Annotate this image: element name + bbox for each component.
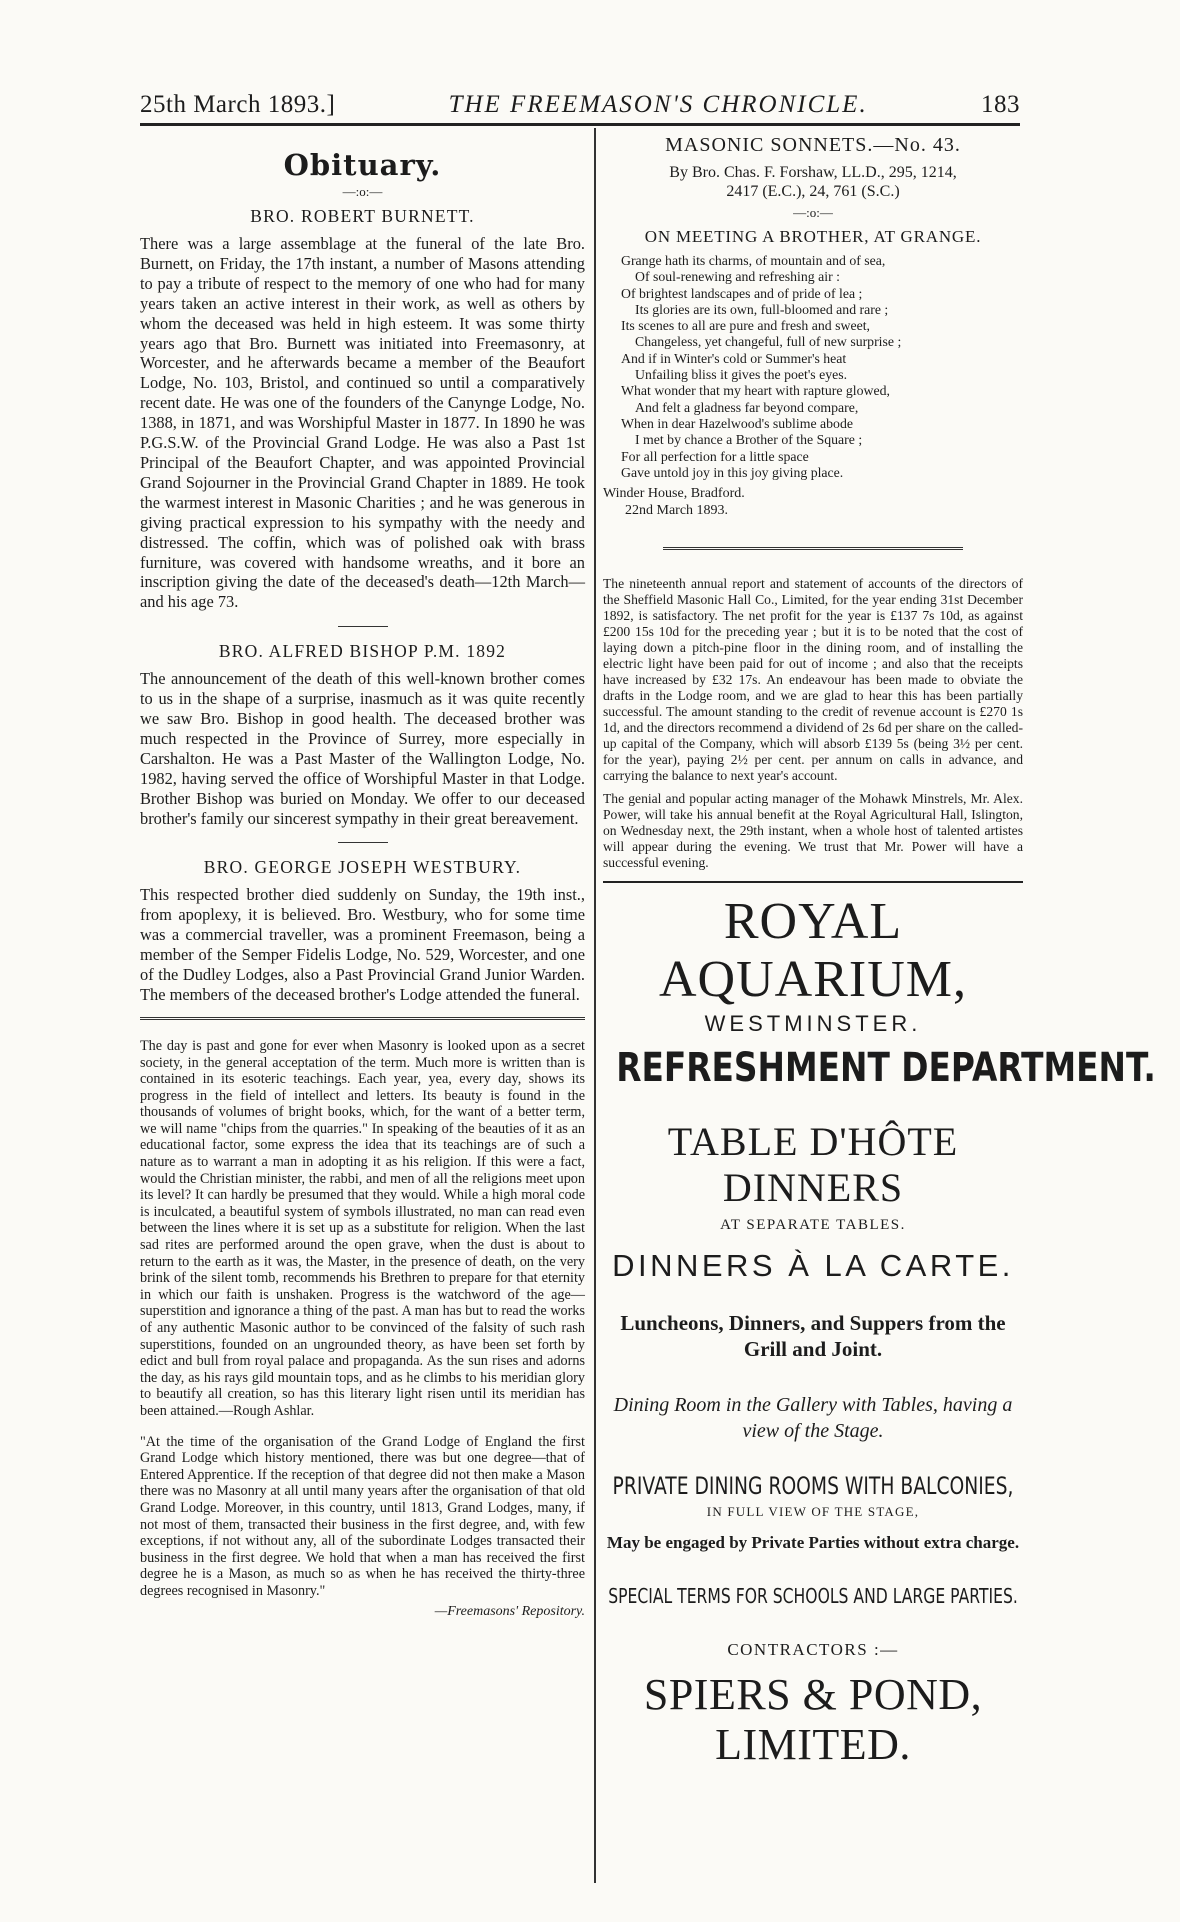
poem-line: Gave untold joy in this joy giving place. [621, 464, 844, 480]
poem-line: Of soul-renewing and refreshing air : [635, 269, 840, 285]
poem-line: Its glories are its own, full-bloomed and rare ; [635, 301, 889, 317]
obituary-body-westbury: This respected brother died suddenly on Sunday, the 19th inst., from apoplexy, it is believed. Bro. Westbury, who for some time was a commercial traveller, was a prominent Freemason, being a member of the Semper Fidelis Lodge, No. 529, Worcester, and one of the Dudley Lodges, also a Past Provincial Grand Junior Warden. The members of the deceased brother's Lodge attended the funeral. [140, 885, 585, 1004]
poem-line: Grange hath its charms, of mountain and of sea, [621, 253, 886, 268]
divider [338, 842, 388, 843]
ad-table-dhote: TABLE D'HÔTE DINNERS [667, 1119, 959, 1211]
poem-signature [603, 485, 1023, 519]
poem-line: Changeless, yet changeful, full of new surprise ; [635, 334, 902, 350]
publication-title: THE FREEMASON'S CHRONICLE. [448, 91, 868, 118]
page-header [140, 88, 1020, 122]
header-rule [140, 123, 1020, 126]
poem-place: Winder House, Bradford. [603, 486, 745, 502]
ad-engaged: May be engaged by Private Parties without extra charge. [606, 1533, 1020, 1553]
obituary-body-bishop: The announcement of the death of this well-known brother comes to us in the shape of a surprise, inasmuch as it was quite recently we saw Bro. Bishop in good health. The deceased brother was much respected in the Province of Surrey, more especially in Carshalton. He was a Past Master of the Wallington Lodge, No. 1982, having served the office of Worshipful Master in that Lodge. Brother Bishop was buried on Monday. We offer to our deceased brother's family our sincerest sympathy in their great bereavement. [140, 669, 585, 828]
poem-title: ON MEETING A BROTHER, AT GRANGE. [644, 227, 982, 246]
poem-line: When in dear Hazelwood's sublime abode [621, 415, 853, 431]
ad-separate-tables: AT SEPARATE TABLES. [720, 1217, 906, 1234]
obituary-heading-bishop: BRO. ALFRED BISHOP P.M. 1892 [218, 641, 507, 662]
ad-a-la-carte: DINNERS À LA CARTE. [612, 1248, 1014, 1284]
article-source: —Freemasons' Repository. [434, 1603, 585, 1619]
article-paragraph-2: "At the time of the organisation of the Grand Lodge of England the first Grand Lodge which history mentioned, there was but one degree—that of Entered Apprentice. If the reception of that degree did not then make a Mason there was no Masonry at all until many years after the organisation of that old Grand Lodge. Moreover, in this country, until 1813, Grand Lodges, many, if not most of them, transacted their business in the first degree, and, with few exceptions, if not without any, all of the subordinate Lodges transacted their business in the first degree. We hold that when a man has received the first degree he is a Mason, as much so as when he has received the thirty-three degrees recognised in Masonry." [140, 1433, 585, 1599]
ad-location: WESTMINSTER. [704, 1011, 922, 1037]
page-number: 183 [980, 91, 1020, 118]
ad-full-view: IN FULL VIEW OF THE STAGE, [706, 1504, 920, 1520]
ad-contractors: CONTRACTORS :— [727, 1640, 899, 1660]
byline-line-1: By Bro. Chas. F. Forshaw, LL.D., 295, 1214, [669, 164, 957, 181]
ad-department: REFRESHMENT DEPARTMENT. [616, 1045, 1156, 1092]
right-column [603, 132, 1156, 1770]
poem-line: I met by chance a Brother of the Square ; [635, 432, 863, 448]
obituary-section-title: Obituary. [283, 148, 442, 182]
poem-line: And felt a gladness far beyond compare, [635, 399, 859, 415]
notice-mohawk: The genial and popular acting manager of the Mohawk Minstrels, Mr. Alex. Power, will take his annual benefit at the Royal Agricultural Hall, Islington, on Wednesday next, the 29th instant, when a whole host of talented artistes will appear during the evening. We trust that Mr. Power will have a successful evening. [603, 791, 1023, 871]
ad-dining-room: Dining Room in the Gallery with Tables, having a view of the Stage. [613, 1394, 1013, 1443]
sonnet-byline [603, 163, 1023, 201]
obituary-body-burnett: There was a large assemblage at the funeral of the late Bro. Burnett, on Friday, the 17th instant, a number of Masons attending to pay a tribute of respect to the memory of one who had for many years taken an active interest in their work, as well as others by whom the deceased was held in high esteem. It was some thirty years ago that Bro. Burnett was initiated into Freemasonry, at Worcester, and he afterwards became a member of the Beaufort Lodge, No. 103, Bristol, and continued so until a comparatively recent date. He was one of the founders of the Canynge Lodge, No. 1388, in 1871, and was Worshipful Master in 1877. In 1890 he was P.G.S.W. of the Provincial Grand Lodge. He was also a Past 1st Principal of the Beaufort Chapter, and was appointed Provincial Grand Sojourner in the Provincial Grand Chapter in 1889. He took the warmest interest in Masonic Charities ; and he was generous in giving practical expression to his sympathy with the needy and distressed. The coffin, which was of polished oak with brass furniture, was covered with handsome wreaths, and it bore an inscription giving the date of the deceased's death—12th March—and his age 73. [140, 234, 585, 612]
ad-spiers-pond: SPIERS & POND, LIMITED. [643, 1670, 983, 1770]
left-column [140, 132, 585, 1620]
poem-line: And if in Winter's cold or Summer's heat [621, 350, 847, 366]
ornament: —:o:— [793, 205, 833, 220]
ad-venue-name: ROYAL AQUARIUM, [659, 893, 967, 1009]
ad-top-rule [603, 881, 1023, 883]
poem-line: Its scenes to all are pure and fresh and sweet, [621, 318, 871, 334]
ornament: —:o:— [342, 184, 383, 199]
section-rule [663, 547, 963, 550]
poem-lines [621, 253, 1023, 481]
issue-date: 25th March 1893.] [140, 91, 336, 118]
divider [338, 626, 388, 627]
article-paragraph-1: The day is past and gone for ever when Masonry is looked upon as a secret society, in the general acceptation of the term. Much more is written than is contained in its esoteric teachings. Each year, yea, every day, shows its progress in the field of intellect and letters. Its beauty is found in the thousands of volumes of bright books, which, for the want of a better term, we will name "chips from the quarries." In speaking of the beauties of it as an educational factor, some express the idea that its teachings are of such a nature as to warrant a man in adopting it as his religion. If this were a fact, would the Christian minister, the rabbi, and men of all the religions meet upon its level? It can hardly be presumed that they would. While a high moral code is inculcated, a beautiful system of symbols illustrated, no man can read even between the lines where it is set up as a substitute for religion. When the last sad rites are performed around the open grave, when the dust is about to return to the earth as it was, the Master, in the presence of death, on the very brink of the silent tomb, recommends his Brethren to prepare for that eternity in which our faith is unshaken. Progress is the watchword of the age—superstition and ignorance a thing of the past. A man has but to read the works of any authentic Masonic author to be convinced of the falsity of such rash superstitions, founded on an ungrounded theory, as have been set forth by edict and bull from royal palace and propaganda. As the sun rises and adorns the day, as his rays gild mountain tops, and as he climbs to his meridian glory to beautify all creation, so has this literary light risen until its meridian has been attained.—Rough Ashlar. [140, 1037, 585, 1419]
notice-sheffield: The nineteenth annual report and statement of accounts of the directors of the Sheffield Masonic Hall Co., Limited, for the year ending 31st December 1892, is satisfactory. The net profit for the year is £137 7s 10d, as against £200 15s 10d for the preceding year ; but it is to be noted that the cost of laying down a pitch-pine floor in the dining room, and of installing the electric light have been paid for out of income ; and also that the receipts have increased by £32 17s. An endeavour has been made to obviate the drafts in the Lodge room, and we are glad to hear this has been partially successful. The amount standing to the credit of revenue account is £270 1s 1d, and the directors recommend a dividend of 2s 6d per share on the called-up capital of the Company, which will absorb £139 5s (being 3½ per cent. for the year), paying 2½ per cent. per annum on calls in advance, and carrying the balance to next year's account. [603, 576, 1023, 784]
poem-line: What wonder that my heart with rapture glowed, [621, 383, 890, 399]
section-rule [140, 1017, 585, 1020]
poem-line: Of brightest landscapes and of pride of lea ; [621, 285, 863, 301]
poem-date: 22nd March 1893. [625, 503, 729, 519]
obituary-heading-burnett: BRO. ROBERT BURNETT. [250, 206, 475, 226]
sonnet-title: MASONIC SONNETS.—No. 43. [665, 134, 961, 156]
royal-aquarium-advert [603, 893, 1156, 1770]
obituary-heading-westbury: BRO. GEORGE JOSEPH WESTBURY. [203, 857, 522, 878]
poem-line: Unfailing bliss it gives the poet's eyes. [635, 367, 848, 383]
poem-line: For all perfection for a little space [621, 448, 809, 464]
ad-private-rooms: PRIVATE DINING ROOMS WITH BALCONIES, [612, 1472, 1014, 1501]
ad-luncheons: Luncheons, Dinners, and Suppers from the Grill and Joint. [620, 1311, 1006, 1362]
ad-special-terms: SPECIAL TERMS FOR SCHOOLS AND LARGE PARTIES. [608, 1584, 1018, 1609]
byline-line-2: 2417 (E.C.), 24, 761 (S.C.) [726, 183, 900, 200]
column-divider [594, 128, 596, 1883]
